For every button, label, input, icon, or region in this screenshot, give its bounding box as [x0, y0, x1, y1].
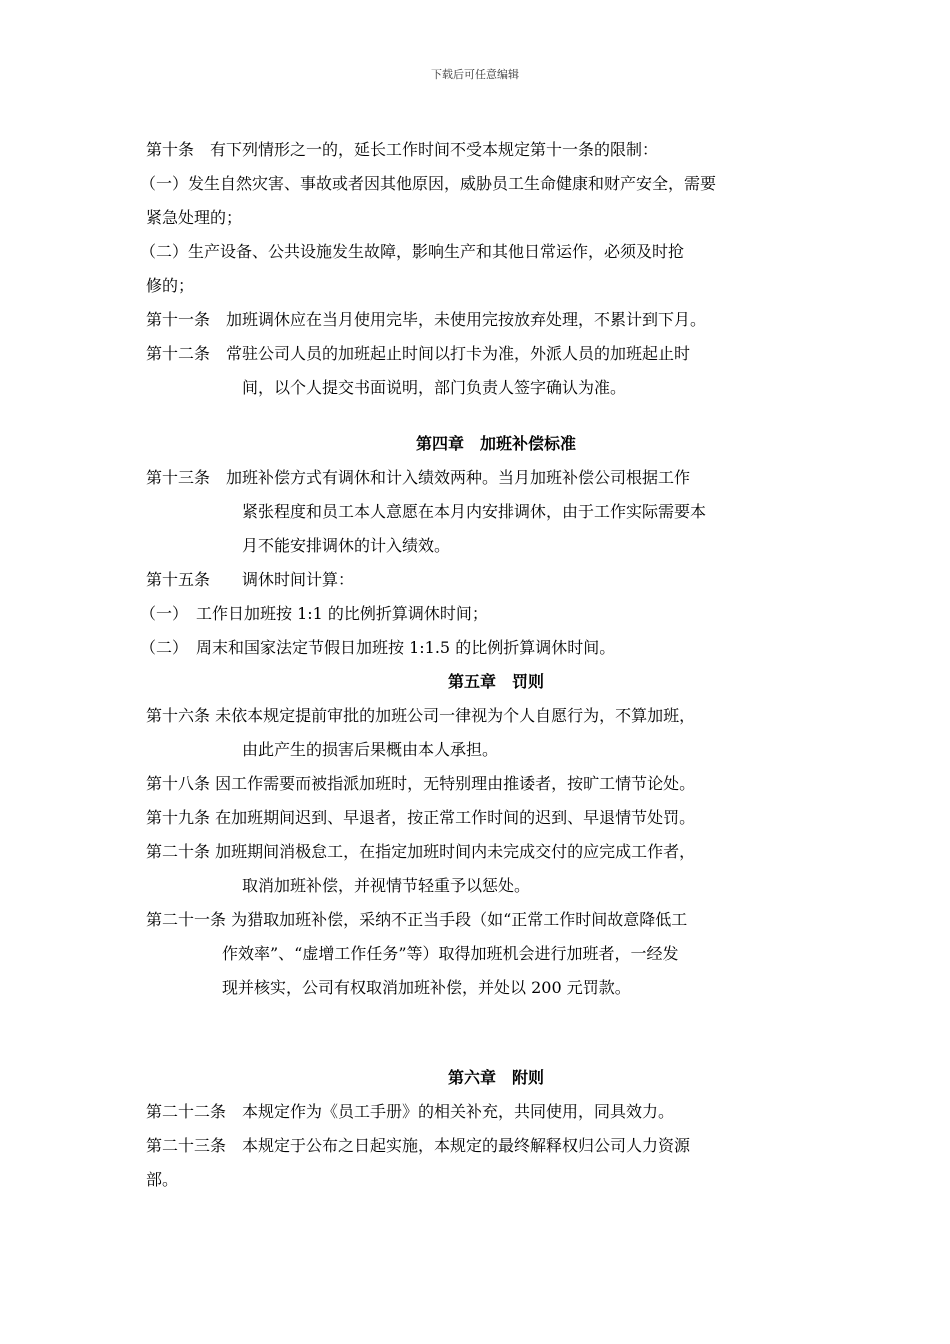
article-10-item-2-cont: 修的； [146, 276, 195, 295]
article-13-cont-1: 紧张程度和员工本人意愿在本月内安排调休，由于工作实际需要本 [242, 502, 707, 521]
chapter-4-title: 第四章 加班补偿标准 [415, 434, 576, 453]
article-21: 第二十一条 为猎取加班补偿，采纳不正当手段（如“正常工作时间故意降低工 [146, 910, 688, 929]
chapter-6-title: 第六章 附则 [447, 1068, 544, 1087]
article-11: 第十一条 加班调休应在当月使用完毕，未使用完按放弃处理，不累计到下月。 [146, 310, 707, 329]
article-15: 第十五条 调休时间计算： [146, 570, 355, 589]
article-20: 第二十条 加班期间消极怠工，在指定加班时间内未完成交付的应完成工作者， [146, 842, 696, 861]
article-23-cont: 部。 [146, 1170, 179, 1189]
article-13-cont-2: 月不能安排调休的计入绩效。 [242, 536, 451, 555]
chapter-5-title: 第五章 罚则 [447, 672, 544, 691]
article-10-item-2: （二）生产设备、公共设施发生故障，影响生产和其他日常运作，必须及时抢 [140, 242, 685, 261]
article-18: 第十八条 因工作需要而被指派加班时，无特别理由推诿者，按旷工情节论处。 [146, 774, 696, 793]
article-21-cont-2: 现并核实，公司有权取消加班补偿，并处以 200 元罚款。 [222, 978, 631, 997]
article-16-cont: 由此产生的损害后果概由本人承担。 [242, 740, 499, 759]
spacer [146, 1005, 846, 1061]
page-header-note: 下载后可任意编辑 [431, 68, 519, 81]
article-20-cont: 取消加班补偿，并视情节轻重予以惩处。 [242, 876, 531, 895]
article-10-item-1: （一）发生自然灾害、事故或者因其他原因，威胁员工生命健康和财产安全，需要 [140, 174, 717, 193]
article-23: 第二十三条 本规定于公布之日起实施，本规定的最终解释权归公司人力资源 [146, 1136, 691, 1155]
article-21-cont-1: 作效率”、“虚增工作任务”等）取得加班机会进行加班者，一经发 [222, 944, 679, 963]
article-12: 第十二条 常驻公司人员的加班起止时间以打卡为准，外派人员的加班起止时 [146, 344, 691, 363]
article-13: 第十三条 加班补偿方式有调休和计入绩效两种。当月加班补偿公司根据工作 [146, 468, 691, 487]
article-12-cont: 间，以个人提交书面说明，部门负责人签字确认为准。 [242, 378, 627, 397]
article-16: 第十六条 未依本规定提前审批的加班公司一律视为个人自愿行为，不算加班， [146, 706, 696, 725]
spacer [146, 405, 846, 427]
article-19: 第十九条 在加班期间迟到、早退者，按正常工作时间的迟到、早退情节处罚。 [146, 808, 696, 827]
article-22: 第二十二条 本规定作为《员工手册》的相关补充，共同使用，同具效力。 [146, 1102, 675, 1121]
article-15-item-2: （二） 周末和国家法定节假日加班按 1:1.5 的比例折算调休时间。 [140, 638, 616, 657]
document-body [140, 133, 846, 1197]
article-15-item-1: （一） 工作日加班按 1:1 的比例折算调休时间； [140, 604, 488, 623]
article-10: 第十条 有下列情形之一的，延长工作时间不受本规定第十一条的限制： [146, 140, 659, 159]
article-10-item-1-cont: 紧急处理的； [146, 208, 243, 227]
